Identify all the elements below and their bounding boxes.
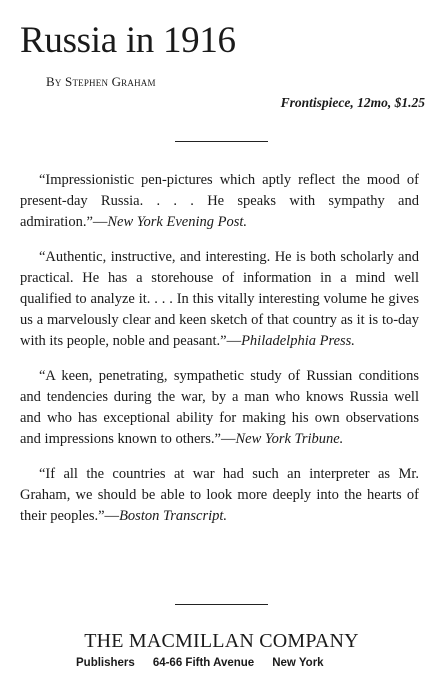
quote-source: Boston Transcript. (119, 508, 228, 524)
quote-source: Philadelphia Press. (241, 333, 355, 349)
top-divider (175, 141, 268, 142)
quote-text: “If all the countries at war had such an interpreter as Mr. Graham, we should be able to look more deeply into the hearts of their peoples.”— (20, 466, 419, 524)
publisher-line (76, 657, 342, 669)
quote-text: “Impressionistic pen-pictures which aptly reflect the mood of present-day Russia. . . . He speaks with sympathy and admiration.”— (20, 172, 419, 230)
quote-text: “A keen, penetrating, sympathetic study of Russian conditions and tendencies during the war, by a man who knows Russia well and who has exceptional ability for making his own observations and impressions known to others.”— (20, 368, 419, 447)
author-byline: By Stephen Graham (46, 74, 156, 89)
bottom-divider (175, 604, 268, 605)
quote-source: New York Tribune. (235, 431, 344, 447)
edition-details: Frontispiece, 12mo, $1.25 (280, 95, 425, 110)
publisher-address: 64-66 Fifth Avenue (152, 657, 255, 669)
review-quote (20, 366, 419, 450)
publisher-name: THE MACMILLAN COMPANY (84, 630, 359, 652)
publisher-role: Publishers (76, 657, 135, 669)
review-quote (20, 464, 419, 527)
quote-text: “Authentic, instructive, and interesting. He is both scholarly and practical. He has a storehouse of information in a mind well qualified to analyze it. . . . In this vitally interesting volume he gives us a marvelously clear and keen sketch of that country as it is to-day with its people, noble and peasant.”— (20, 249, 419, 349)
review-quote (20, 170, 419, 233)
publisher-city: New York (272, 657, 324, 669)
book-title: Russia in 1916 (20, 20, 236, 61)
review-quote (20, 247, 419, 352)
review-quotes (20, 170, 419, 541)
quote-source: New York Evening Post. (107, 214, 248, 230)
